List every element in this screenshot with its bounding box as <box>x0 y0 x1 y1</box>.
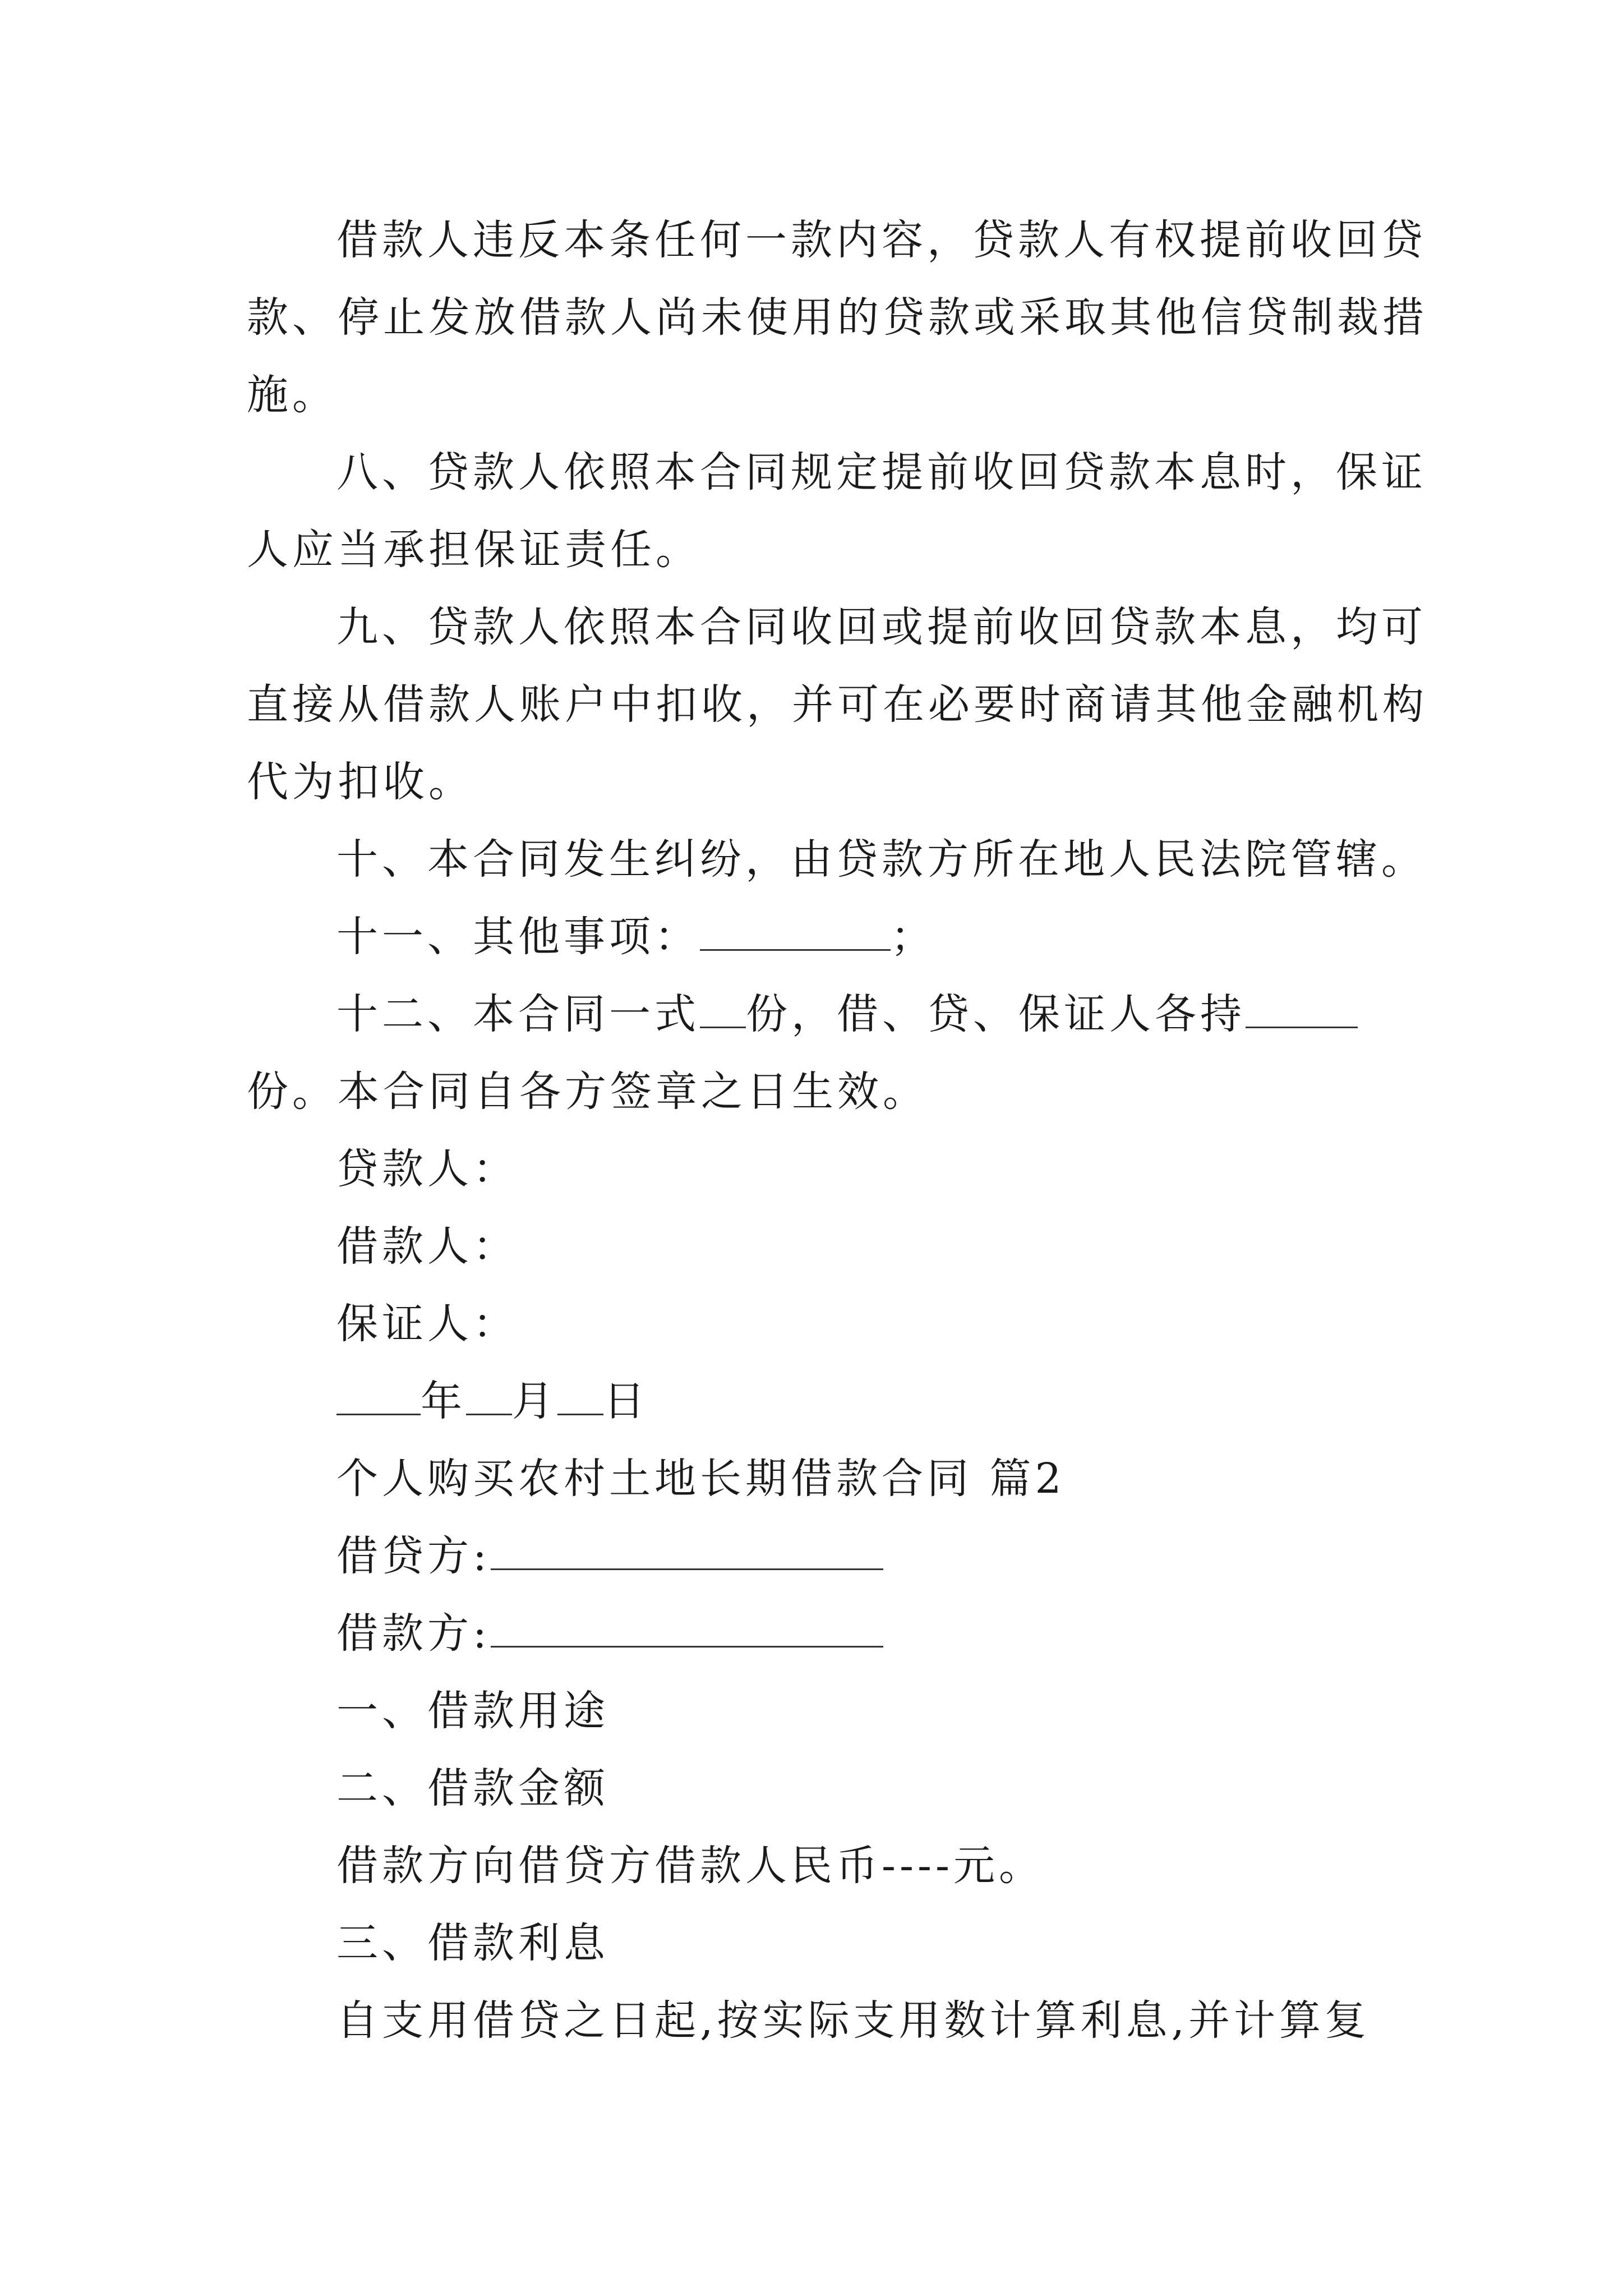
signature-guarantor: 保证人： <box>336 1300 518 1348</box>
fill-in-blank <box>700 914 891 951</box>
signature-lender: 贷款人： <box>336 1145 518 1193</box>
fill-in-blank <box>700 992 746 1028</box>
copies-line <box>336 986 1475 1042</box>
paragraph-line: 代为扣收。 <box>247 758 474 806</box>
section-text: 自支用借贷之日起,按实际支用数计算利息,并计算复 <box>336 1996 1371 2045</box>
paragraph-line: 借款人违反本条任何一款内容，贷款人有权提前收回贷 <box>336 216 1427 264</box>
section-heading: 三、借款利息 <box>336 1919 609 1967</box>
copies-text-a: 十二、本合同一式 <box>336 990 700 1038</box>
paragraph-line: 直接从借款人账户中扣收，并可在必要时商请其他金融机构 <box>247 680 1428 729</box>
paragraph-line: 份。本合同自各方签章之日生效。 <box>247 1068 928 1116</box>
other-matters-line <box>336 909 1475 965</box>
copies-text-b: 份，借、贷、保证人各持 <box>746 990 1246 1038</box>
paragraph-line: 八、贷款人依照本合同规定提前收回贷款本息时，保证 <box>336 448 1427 496</box>
signature-borrower: 借款人： <box>336 1222 518 1271</box>
section-text: 借款方向借贷方借款人民币----元。 <box>336 1842 1045 1890</box>
paragraph-line: 九、贷款人依照本合同收回或提前收回贷款本息，均可 <box>336 603 1427 651</box>
day-blank <box>557 1379 603 1415</box>
semicolon: ； <box>891 913 936 961</box>
lender-party-label: 借贷方: <box>336 1532 491 1580</box>
year-label: 年 <box>421 1377 466 1425</box>
paragraph-line: 款、停止发放借款人尚未使用的贷款或采取其他信贷制裁措 <box>247 293 1428 342</box>
section-heading: 二、借款金额 <box>336 1764 609 1812</box>
month-label: 月 <box>512 1377 557 1425</box>
paragraph-line: 人应当承担保证责任。 <box>247 526 701 574</box>
section-heading: 一、借款用途 <box>336 1687 609 1735</box>
month-blank <box>466 1379 512 1415</box>
borrower-party-label: 借款方: <box>336 1609 491 1658</box>
paragraph-line: 施。 <box>247 371 338 419</box>
fill-in-blank <box>491 1611 883 1648</box>
year-blank <box>336 1379 421 1415</box>
date-line <box>336 1373 1475 1429</box>
paragraph-line: 十、本合同发生纠纷，由贷款方所在地人民法院管辖。 <box>336 835 1427 884</box>
other-matters-label: 十一、其他事项： <box>336 913 700 961</box>
borrower-party-line <box>336 1605 1475 1662</box>
fill-in-blank <box>491 1534 883 1570</box>
lender-party-line <box>336 1528 1475 1584</box>
contract-title: 个人购买农村土地长期借款合同 篇2 <box>336 1455 1066 1503</box>
day-label: 日 <box>603 1377 649 1425</box>
fill-in-blank <box>1246 992 1358 1028</box>
